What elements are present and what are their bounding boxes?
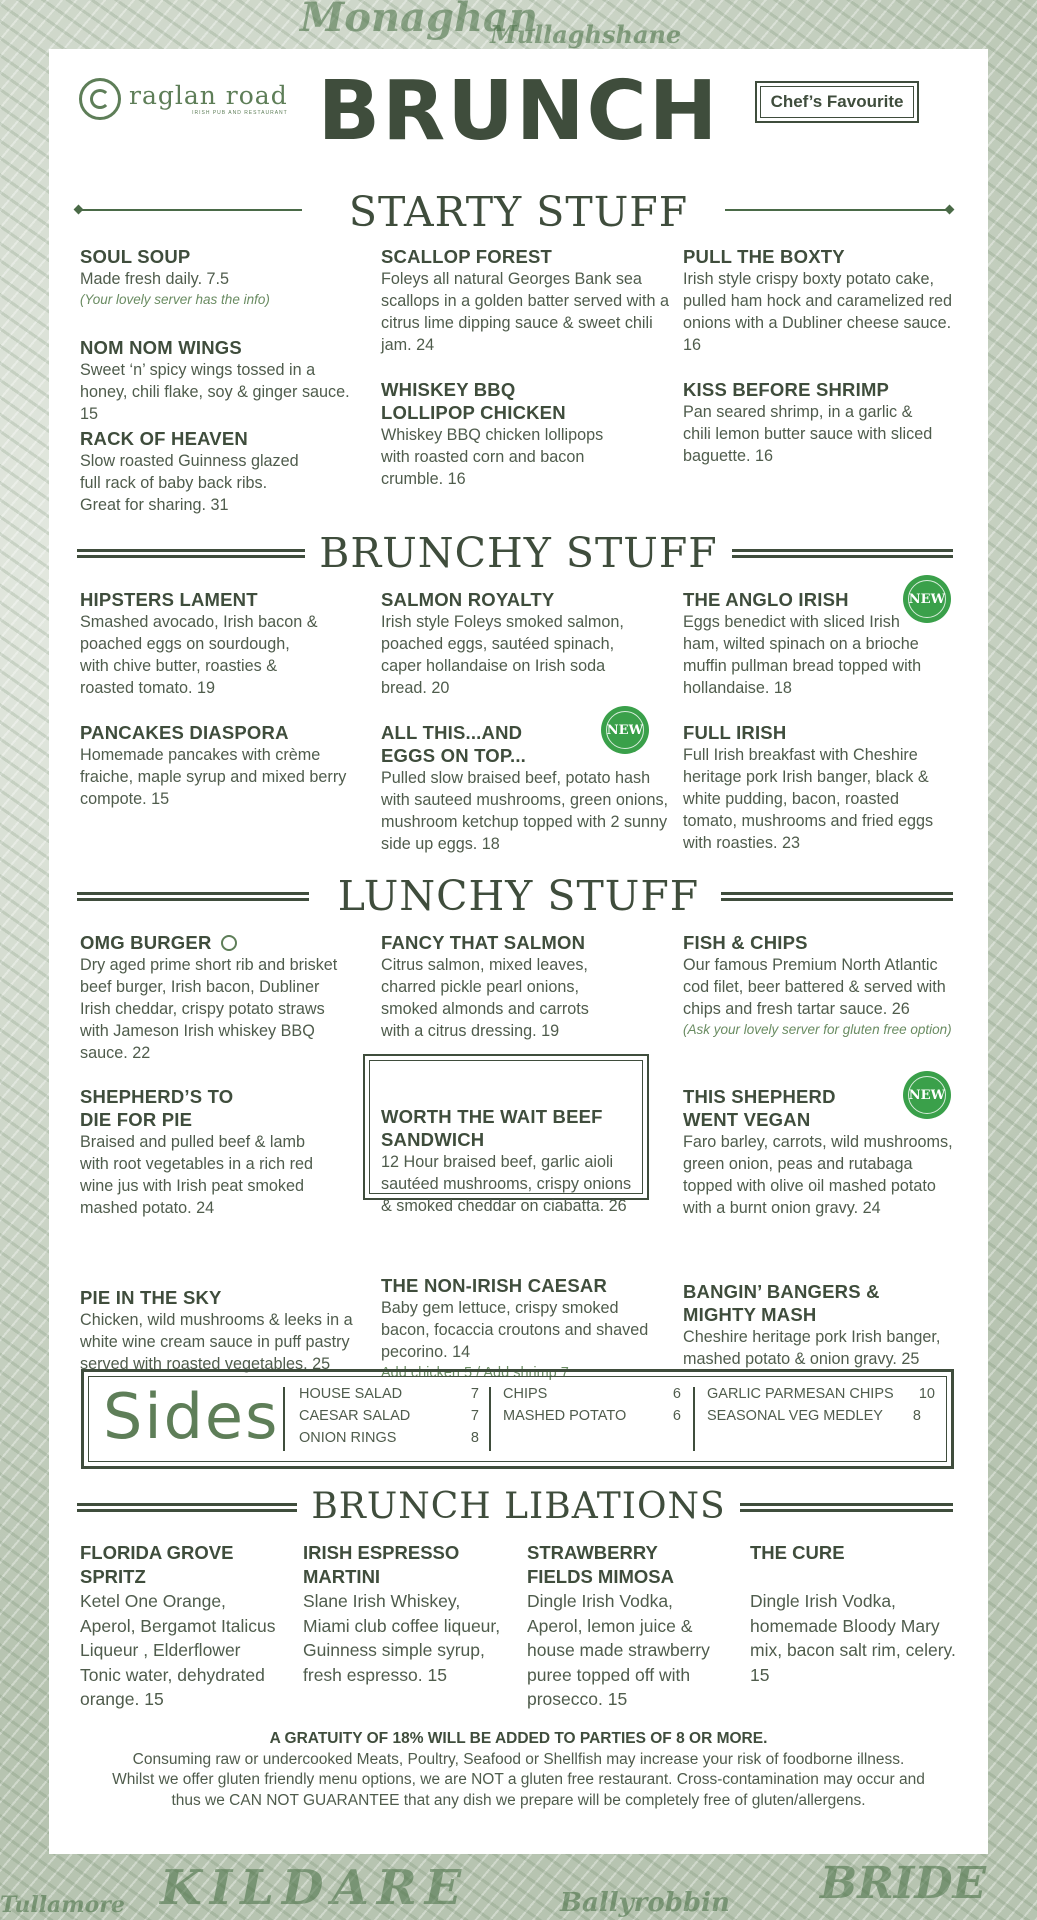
drink-item [303,1541,508,1687]
item-note: (Your lovely server has the info) [80,292,270,307]
side-item: HOUSE SALAD 7 [299,1386,479,1402]
section-title-brunchy: BRUNCHY STUFF [49,533,988,574]
new-badge: NEW [903,1071,951,1119]
menu-item [683,931,963,1040]
sides-column [299,1383,479,1449]
item-name: PANCAKES DIASPORA [80,722,289,743]
side-item: SEASONAL VEG MEDLEY 8 [707,1408,921,1424]
item-name: SALMON ROYALTY [381,589,555,610]
logo-name: raglan road [129,80,288,110]
background-map-text: Ballyrobbin [560,1888,730,1918]
side-item: MASHED POTATO 6 [503,1408,681,1424]
item-desc: Sweet ‘n’ spicy wings tossed in a honey, chili flake, soy & ginger sauce. 15 [80,361,350,423]
drink-desc: Dingle Irish Vodka, homemade Bloody Mary mix, bacon salt rim, celery. 15 [750,1591,956,1685]
menu-item [683,378,933,467]
item-name: WORTH THE WAIT BEEF SANDWICH [381,1106,603,1150]
background-map-text: BRIDE [820,1858,987,1909]
item-desc: Baby gem lettuce, crispy smoked bacon, focaccia croutons and shaved pecorino. 14 [381,1299,649,1361]
menu-item [683,721,953,854]
item-name: SOUL SOUP [80,246,191,267]
drink-item [750,1541,960,1687]
menu-item [80,721,350,810]
background-map-text: Mullaghshane [490,20,682,49]
menu-item [80,931,350,1064]
side-item: CHIPS 6 [503,1386,681,1402]
item-desc: Slow roasted Guinness glazed full rack of baby back ribs. Great for sharing. 31 [80,452,299,514]
drink-name: THE CURE [750,1542,845,1563]
item-desc: Foleys all natural Georges Bank sea scallops in a golden batter served with a citrus lime dipping sauce & sweet chili jam. 24 [381,270,669,354]
drink-item [80,1541,285,1712]
drink-name: IRISH ESPRESSO MARTINI [303,1542,460,1587]
menu-item [381,378,611,490]
chefs-favourite-badge: Chef’s Favourite [755,81,919,123]
menu-item [381,245,671,356]
drink-desc: Ketel One Orange, Aperol, Bergamot Italicus Liqueur , Elderflower Tonic water, dehydrated orange. 15 [80,1591,276,1709]
menu-item [683,245,963,356]
item-desc: Braised and pulled beef & lamb with root vegetables in a rich red wine jus with Irish peat smoked mashed potato. 24 [80,1133,314,1217]
item-desc: Citrus salmon, mixed leaves, charred pickle pearl onions, smoked almonds and carrots with a citrus dressing. 19 [381,956,589,1040]
gratuity-note: A GRATUITY OF 18% WILL BE ADDED TO PARTIES OF 8 OR MORE. [269,1730,768,1747]
menu-title: BRUNCH [317,64,720,159]
item-name-text: OMG BURGER [80,932,212,953]
item-desc: Faro barley, carrots, wild mushrooms, green onion, peas and rutabaga topped with olive oil mashed potato with a burnt onion gravy. 24 [683,1133,953,1217]
item-name [80,931,350,954]
item-desc: 12 Hour braised beef, garlic aioli sautéed mushrooms, crispy onions & smoked cheddar on ciabatta. 26 [381,1153,632,1215]
item-desc: Irish style Foleys smoked salmon, poached eggs, sautéed spinach, caper hollandaise on Irish soda bread. 20 [381,613,624,697]
item-name: KISS BEFORE SHRIMP [683,379,890,400]
divider [693,1387,695,1451]
menu-item [381,588,651,699]
item-name: ALL THIS...AND EGGS ON TOP... [381,722,527,766]
drink-item [527,1541,727,1712]
triskele-icon [221,935,237,951]
item-desc: Eggs benedict with sliced Irish ham, wilted spinach on a brioche muffin pullman bread topped with hollandaise. 18 [683,613,922,697]
menu-item [80,427,310,516]
background-map-text: KILDARE [160,1860,470,1916]
item-desc: Full Irish breakfast with Cheshire heritage pork Irish banger, black & white pudding, bacon, roasted tomato, mushrooms and fried eggs with roasties. 23 [683,746,934,852]
menu-item [683,588,923,699]
sides-title: Sides [103,1380,280,1453]
item-name: THIS SHEPHERD WENT VEGAN [683,1086,836,1130]
item-name: WHISKEY BBQ LOLLIPOP CHICKEN [381,379,566,423]
side-item: CAESAR SALAD 7 [299,1408,479,1424]
item-desc: Irish style crispy boxty potato cake, pulled ham hock and caramelized red onions with a Dubliner cheese sauce. 16 [683,270,953,354]
menu-item [80,588,320,699]
item-name: SCALLOP FOREST [381,246,553,267]
divider [489,1387,491,1451]
item-name: PIE IN THE SKY [80,1287,222,1308]
item-name: THE ANGLO IRISH [683,589,849,610]
menu-item [381,1274,651,1383]
drink-desc: Dingle Irish Vodka, Aperol, lemon juice & house made strawberry puree topped off with prosecco. 15 [527,1591,710,1709]
item-note: (Ask your lovely server for gluten free option) [683,1022,952,1037]
background-map-text: Tullamore [0,1892,125,1918]
sides-column [707,1383,935,1427]
item-desc: Dry aged prime short rib and brisket beef burger, Irish bacon, Dubliner Irish cheddar, crispy potato straws with Jameson Irish whiskey BBQ sauce. 22 [80,956,338,1062]
item-name: BANGIN’ BANGERS & MIGHTY MASH [683,1281,880,1325]
item-name: SHEPHERD’S TO DIE FOR PIE [80,1086,234,1130]
menu-item [80,245,360,310]
menu-item [683,1280,953,1370]
section-title-starty: STARTY STUFF [49,192,988,233]
item-name: NOM NOM WINGS [80,337,242,358]
menu-item [80,1085,320,1219]
menu-item [381,931,611,1042]
gluten-note: Whilst we offer gluten friendly menu options, we are NOT a gluten free restaurant. Cross-contamination may occur and thus we CAN NOT GUARANTEE that any dish we prepare will be completely free of gluten/allergens. [112,1771,925,1809]
item-name: RACK OF HEAVEN [80,428,248,449]
section-title-libations: BRUNCH LIBATIONS [49,1489,988,1525]
item-desc: Cheshire heritage pork Irish banger, mashed potato & onion gravy. 25 [683,1328,941,1368]
divider [283,1387,285,1451]
menu-panel [49,49,988,1854]
drink-name: FLORIDA GROVE SPRITZ [80,1542,234,1587]
drink-desc: Slane Irish Whiskey, Miami club coffee liqueur, Guinness simple syrup, fresh espresso. 15 [303,1591,501,1685]
item-desc: Whiskey BBQ chicken lollipops with roasted corn and bacon crumble. 16 [381,426,604,488]
item-name: PULL THE BOXTY [683,246,845,267]
side-item: GARLIC PARMESAN CHIPS 10 [707,1386,935,1402]
sides-column [503,1383,681,1427]
new-badge: NEW [903,575,951,623]
item-name: THE NON-IRISH CAESAR [381,1275,608,1296]
item-name: FULL IRISH [683,722,787,743]
logo-subtitle: IRISH PUB AND RESTAURANT [192,109,288,116]
footer-notes [49,1729,988,1811]
menu-item [381,1105,641,1217]
food-safety-note: Consuming raw or undercooked Meats, Poultry, Seafood or Shellfish may increase your risk of foodborne illness. [132,1750,905,1768]
side-item: ONION RINGS 8 [299,1430,479,1446]
item-desc: Homemade pancakes with crème fraiche, maple syrup and mixed berry compote. 15 [80,746,347,808]
item-desc: Our famous Premium North Atlantic cod filet, beer battered & served with chips and fresh tartar sauce. 26 [683,956,946,1018]
item-desc: Pulled slow braised beef, potato hash with sauteed mushrooms, green onions, mushroom ketchup topped with 2 sunny side up eggs. 18 [381,769,669,853]
item-desc: Made fresh daily. 7.5 [80,270,230,288]
item-name: HIPSTERS LAMENT [80,589,258,610]
item-desc: Pan seared shrimp, in a garlic & chili lemon butter sauce with sliced baguette. 16 [683,403,933,465]
item-desc: Chicken, wild mushrooms & leeks in a white wine cream sauce in puff pastry served with roasted vegetables. 25 [80,1311,353,1373]
menu-item [80,1286,360,1375]
item-name: FANCY THAT SALMON [381,932,586,953]
section-title-lunchy: LUNCHY STUFF [49,876,988,917]
menu-item [80,336,360,425]
drink-name: STRAWBERRY FIELDS MIMOSA [527,1542,674,1587]
item-desc: Smashed avocado, Irish bacon & poached eggs on sourdough, with chive butter, roasties & roasted tomato. 19 [80,613,318,697]
item-note: Add chicken 5 / Add shrimp 7 [381,1365,569,1381]
new-badge: NEW [601,706,649,754]
background-map-text: Monaghan [300,0,539,41]
item-name: FISH & CHIPS [683,932,808,953]
